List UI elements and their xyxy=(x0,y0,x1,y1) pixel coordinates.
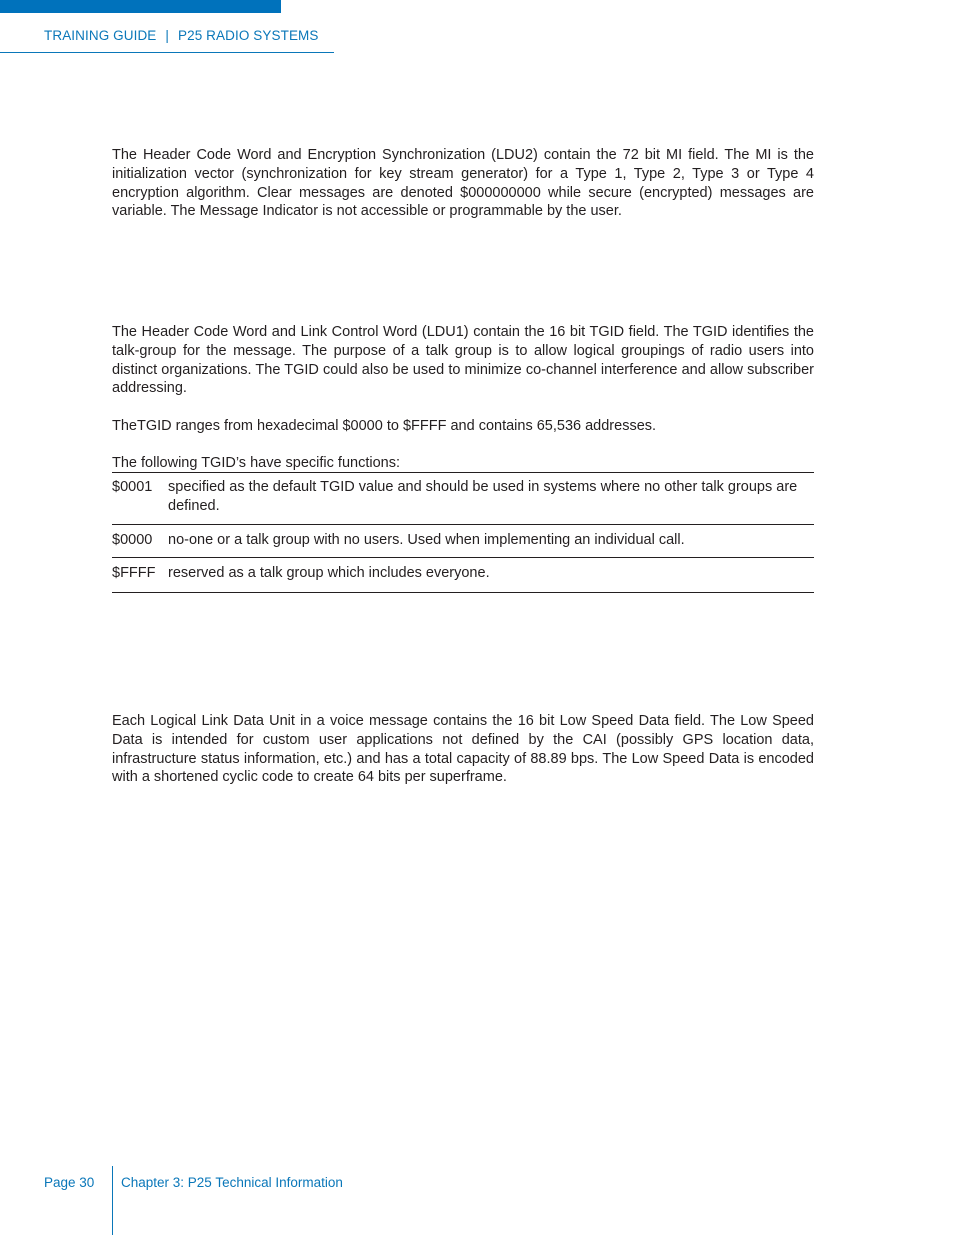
footer-divider xyxy=(112,1166,113,1235)
table-row xyxy=(112,473,814,525)
tgid-table-caption: The following TGID’s have specific functions: xyxy=(112,454,814,473)
table-row xyxy=(112,525,814,559)
tgid-code: $FFFF xyxy=(112,565,156,582)
lsd-paragraph: Each Logical Link Data Unit in a voice message contains the 16 bit Low Speed Data field. The Low Speed Data is intended for custom user applications not defined by the CAI (possibly GPS location data, infrastructure status information, etc.) and has a total capacity of 88.89 bps. The Low Speed Data is encoded with a shortened cyclic code to create 64 bits per superframe. xyxy=(112,713,814,786)
header-accent-bar xyxy=(0,0,281,13)
header-separator: | xyxy=(165,28,170,43)
page-number: Page 30 xyxy=(44,1175,95,1190)
product-title: P25 RADIO SYSTEMS xyxy=(178,28,319,43)
tgid-description: reserved as a talk group which includes everyone. xyxy=(168,565,490,582)
mi-paragraph: The Header Code Word and Encryption Synchronization (LDU2) contain the 72 bit MI field. The MI is the initialization vector (synchronization for key stream generator) for a Type 1, Type 2, Type 3 or Type 4 encryption algorithm. Clear messages are denoted $000000000 while secure (encrypted) messages are variable. The Message Indicator is not accessible or programmable by the user. xyxy=(112,147,814,220)
chapter-title: Chapter 3: P25 Technical Information xyxy=(121,1175,343,1190)
tgid-description: no-one or a talk group with no users. Used when implementing an individual call. xyxy=(168,531,685,548)
tgid-paragraph: The Header Code Word and Link Control Word (LDU1) contain the 16 bit TGID field. The TGID identifies the talk-group for the message. The purpose of a talk group is to allow logical groupings of radio users into distinct organizations. The TGID could also be used to minimize co-channel interference and allow subscriber addressing. xyxy=(112,324,814,397)
tgid-table xyxy=(112,454,814,593)
header-rule xyxy=(0,52,334,53)
tgid-code: $0000 xyxy=(112,531,153,548)
table-row xyxy=(112,558,814,593)
tgid-code: $0001 xyxy=(112,479,153,495)
tgid-range-paragraph: TheTGID ranges from hexadecimal $0000 to $FFFF and contains 65,536 addresses. xyxy=(112,418,657,434)
tgid-description: specified as the default TGID value and should be used in systems where no other talk groups are defined. xyxy=(168,479,798,514)
guide-title: TRAINING GUIDE xyxy=(44,28,157,43)
running-header xyxy=(44,28,319,43)
